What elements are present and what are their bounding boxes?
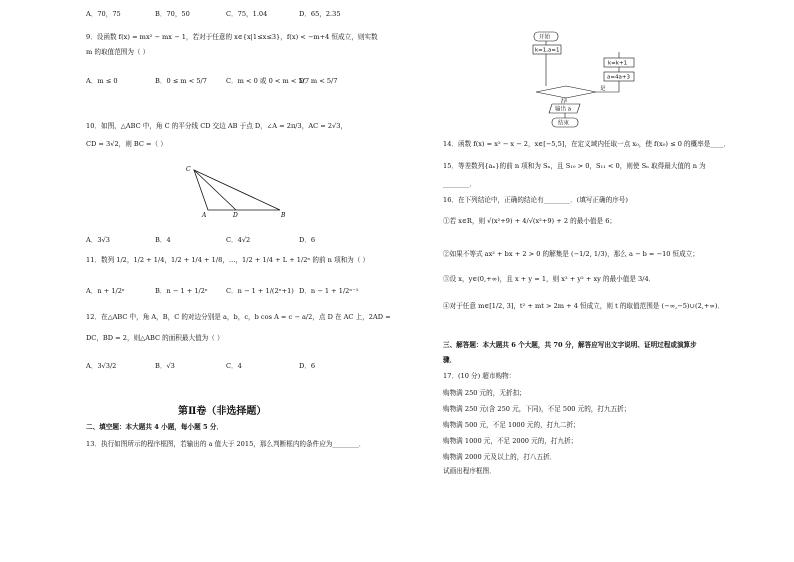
- q12-text-line2: DC，BD = 2，则△ABC 的面积最大值为（ ）: [86, 334, 224, 342]
- q9-option-b: B．0 ≤ m < 5/7: [155, 77, 207, 85]
- q17-line: 购物满 1000 元，不足 2000 元的，打九折；: [443, 437, 578, 445]
- q11-option-c: C．n − 1 + 1/(2ⁿ+1): [226, 287, 294, 295]
- q15-text-line2: ________．: [443, 180, 476, 188]
- q14-text: 14．函数 f(x) = x² − x − 2，x∈[−5,5]，在定义域内任取一点 x₀，使 f(x₀) ≤ 0 的概率是____．: [443, 140, 731, 148]
- flowchart-yes-label: 是: [600, 86, 606, 92]
- q9-option-c: C．m < 0 或 0 < m < 5/7: [226, 77, 310, 85]
- q8-option-b: B．70，50: [155, 10, 190, 18]
- q10-option-b: B．4: [155, 236, 171, 244]
- fill-section-title: 二、填空题：本大题共 4 小题，每小题 5 分．: [86, 423, 224, 431]
- q15-text-line1: 15．等差数列{aₙ}的前 n 项和为 Sₙ，且 S₁₀ > 0，S₁₁ < 0，则使 Sₙ 取得最大值的 n 为: [443, 162, 706, 170]
- q16-item-2: ②如果不等式 ax² + bx + 2 > 0 的解集是 (−1/2, 1/3)，那么 a − b = −10 恒成立；: [443, 250, 699, 258]
- section2-title: 第Ⅱ卷（非选择题）: [178, 406, 267, 417]
- q10-text-line2: CD = 3√2，则 BC =（ ）: [86, 140, 167, 148]
- q11-option-a: A．n + 1/2ⁿ: [86, 287, 125, 295]
- q9-text-line2: m 的取值范围为（ ）: [86, 48, 150, 56]
- q11-option-d: D．n − 1 + 1/2ⁿ⁻¹: [299, 287, 359, 295]
- q10-label-d: D: [233, 212, 238, 218]
- q9-option-a: A．m ≤ 0: [86, 77, 118, 85]
- q10-option-c: C．4√2: [226, 236, 251, 244]
- q17-line: 17．(10 分) 超市购物：: [443, 372, 516, 380]
- flowchart-no-label: 否: [560, 99, 566, 105]
- flowchart: [530, 30, 650, 134]
- q12-text-line1: 12．在△ABC 中，角 A，B，C 的对边分别是 a，b，c，b cos A = c − a/2，点 D 在 AC 上，2AD =: [86, 313, 391, 321]
- q10-label-c: C: [186, 166, 191, 173]
- q12-option-c: C．4: [226, 362, 242, 370]
- flowchart-start-text: 开始: [539, 34, 551, 41]
- q10-text-line1: 10．如图，△ABC 中，角 C 的平分线 CD 交边 AB 于点 D，∠A = 2π/3，AC = 2√3，: [86, 122, 348, 130]
- flowchart-output-text: 输出 a: [555, 106, 572, 113]
- q11-text: 11．数列 1/2，1/2 + 1/4，1/2 + 1/4 + 1/8，…，1/2 + 1/4 + L + 1/2ⁿ 的前 n 项和为（ ）: [86, 256, 370, 264]
- q17-line: 购物满 250 元的，无折扣；: [443, 389, 526, 397]
- q9-text-line1: 9．设函数 f(x) = mx² − mx − 1，若对于任意的 x∈{x|1≤x≤3}，f(x) < −m+4 恒成立，则实数: [86, 33, 378, 41]
- q12-option-d: D．6: [299, 362, 316, 370]
- flowchart-kinc-text: k=k+1: [608, 60, 628, 67]
- q9-option-d: D．m < 5/7: [299, 77, 338, 85]
- q10-label-b: B: [281, 212, 286, 218]
- q12-option-a: A．3√3/2: [86, 362, 117, 370]
- q10-option-a: A．3√3: [86, 236, 110, 244]
- q16-item-4: ④对于任意 m∈[1/2, 3]，t² + mt > 2m + 4 恒成立，则 t 的取值范围是 (−∞,−5)∪(2,+∞)．: [443, 302, 725, 310]
- q17-line: 试画出程序框图．: [443, 467, 496, 475]
- q10-label-a: A: [202, 212, 207, 218]
- flowchart-init-text: k=1,a=1: [535, 47, 560, 54]
- q16-item-1: ①若 x∈R，则 √(x²+9) + 4/√(x²+9) + 2 的最小值是 6；: [443, 217, 616, 225]
- q12-option-b: B．√3: [155, 362, 175, 370]
- q11-option-b: B．n − 1 + 1/2ⁿ: [155, 287, 208, 295]
- flowchart-aupdate-text: a=4a+3: [607, 74, 630, 81]
- q17-line: 购物满 500 元，不足 1000 元的，打九二折；: [443, 421, 580, 429]
- q10-option-d: D．6: [299, 236, 316, 244]
- q17-line: 购物满 250 元(含 250 元，下同)，不足 500 元的，打九五折；: [443, 405, 631, 413]
- q8-option-d: D．65，2.35: [299, 10, 341, 18]
- q8-option-c: C．75，1.04: [226, 10, 268, 18]
- q10-triangle-figure: [180, 162, 290, 218]
- q17-line: 购物满 2000 元及以上的，打八五折．: [443, 453, 557, 461]
- solve-section-title-line1: 三、解答题：本大题共 6 个大题，共 70 分，解答应写出文字说明、证明过程或演算步: [443, 341, 697, 349]
- q16-item-3: ③设 x，y∈(0,+∞)，且 x + y = 1，则 x² + y² + xy 的最小值是 3/4．: [443, 275, 656, 283]
- flowchart-end-text: 结束: [558, 120, 570, 127]
- q13-text: 13．执行如图所示的程序框图，若输出的 a 值大于 2015，那么判断框内的条件应为________．: [86, 440, 366, 448]
- solve-section-title-line2: 骤．: [443, 356, 457, 364]
- q8-option-a: A．70，75: [86, 10, 121, 18]
- q16-intro: 16．在下列结论中，正确的结论有________．(填写正确的序号): [443, 196, 628, 204]
- flowchart-decision: [536, 86, 596, 98]
